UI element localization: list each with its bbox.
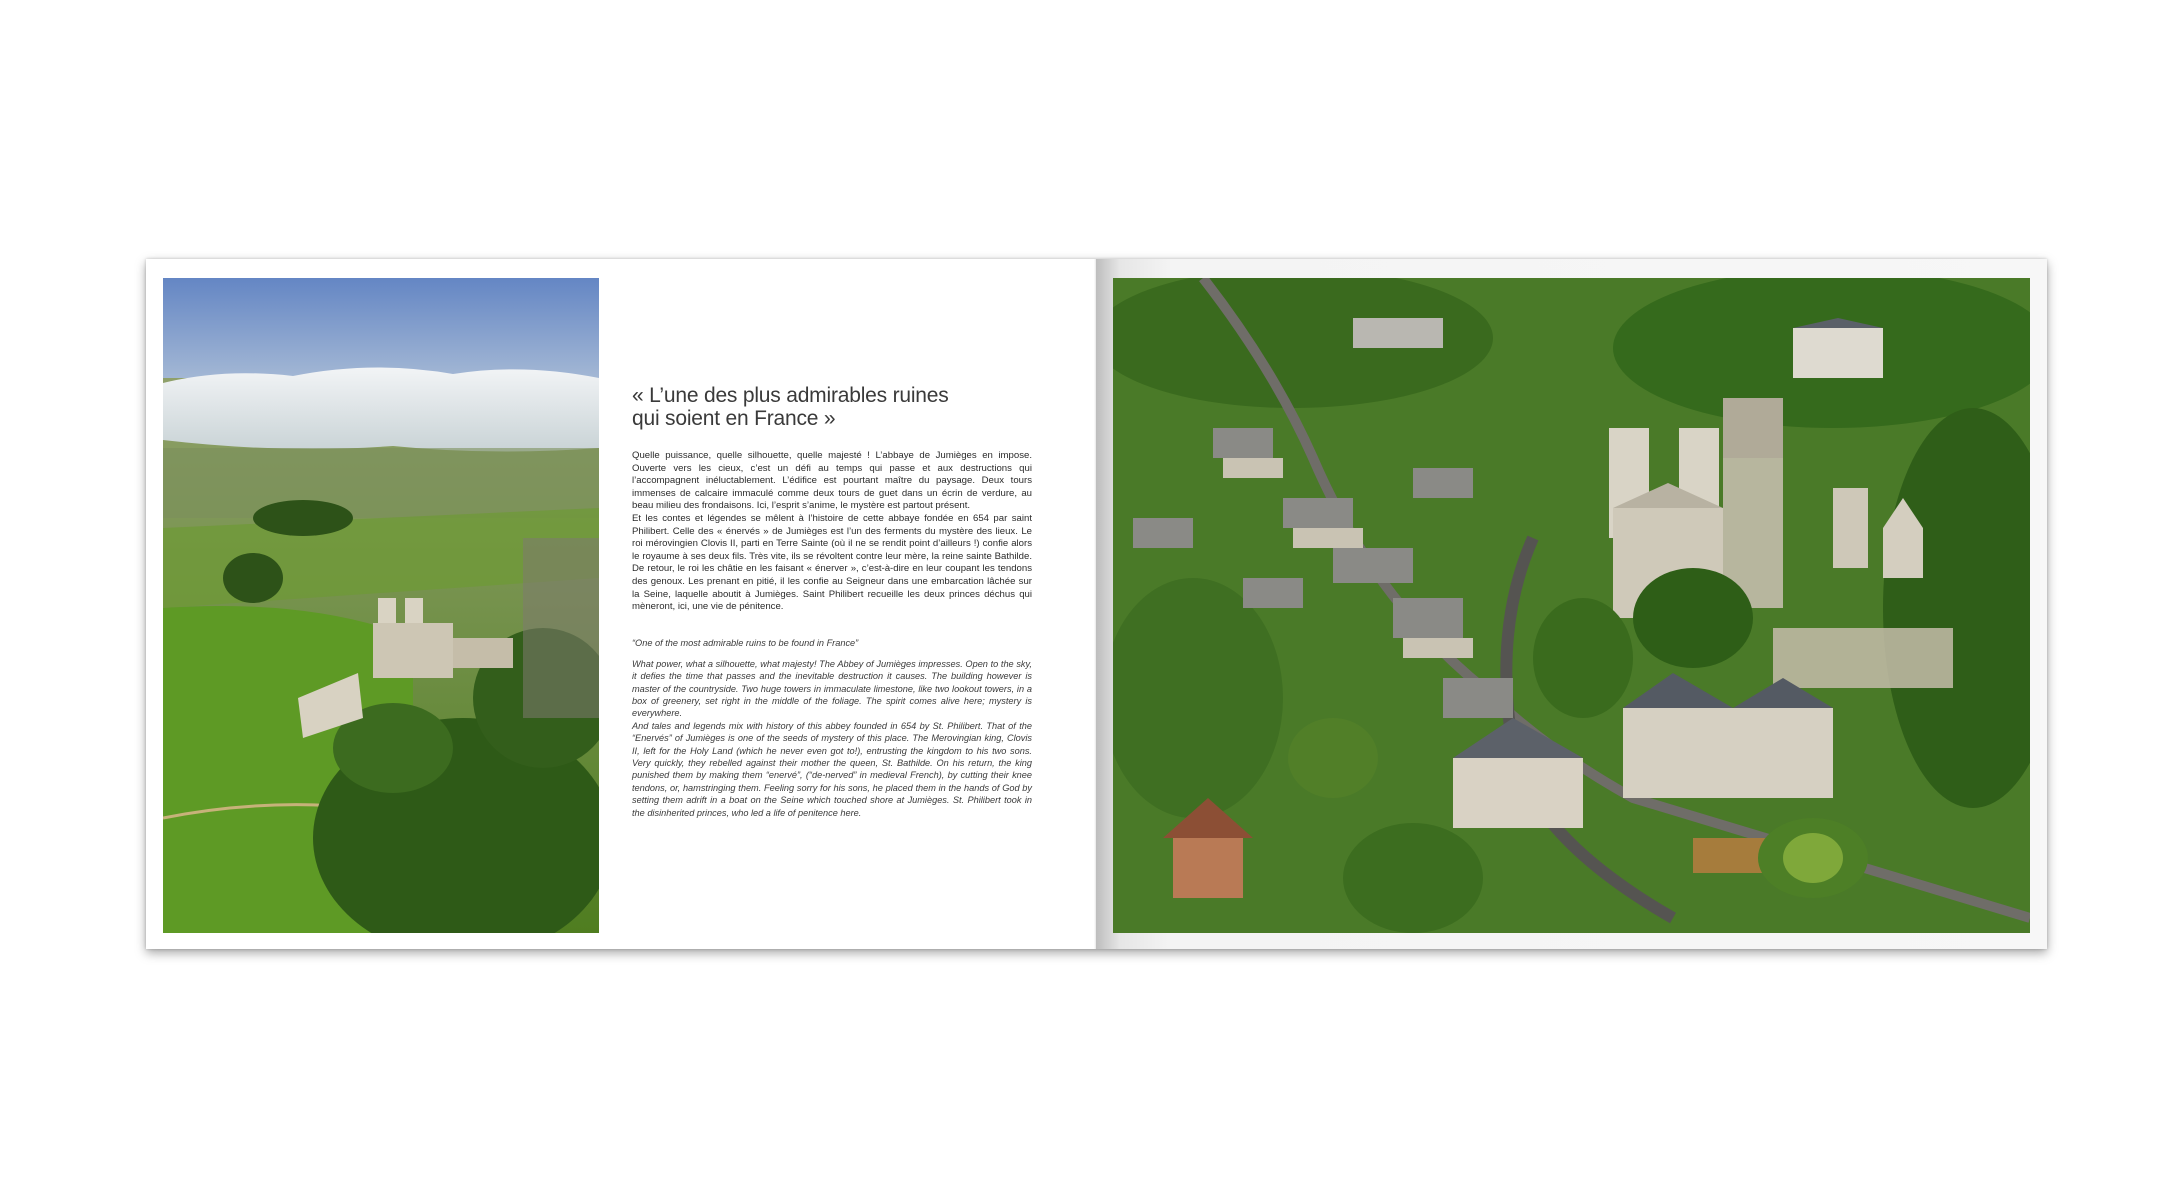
heading-line: qui soient en France »	[632, 407, 836, 430]
french-paragraph: Et les contes et légendes se mêlent à l’histoire de cette abbaye fondée en 654 par saint Philibert. Celle des « énervés » de Jumièges est l’un des ferments du mystère des lieux. Le roi mérovingien Clovis II, parti en Terre Sainte (où il ne se rendit point d’ailleurs !) confie alors le royaume à ses deux fils. Très vite, ils se révoltent contre leur mère, la reine sainte Bathilde. De retour, le roi les châtie en les faisant « énerver », c’est-à-dire en leur coupant les tendons des genoux. Les prenant en pitié, il les confie au Seigneur dans une embarcation lâchée sur la Seine, laquelle aboutit à Jumièges. Saint Philibert recueille les deux princes déchus qui mèneront, ici, une vie de pénitence.	[632, 512, 1032, 613]
right-photo-aerial-abbey-village	[1113, 278, 2030, 933]
book-spread	[146, 259, 2047, 949]
right-page	[1096, 259, 2047, 949]
english-title: “One of the most admirable ruins to be found in France”	[632, 637, 859, 648]
article-heading	[632, 384, 1032, 430]
left-page	[146, 259, 1096, 949]
left-photo-abbey-morning-fog	[163, 278, 599, 933]
english-paragraph: And tales and legends mix with history of this abbey founded in 654 by St. Philibert. That of the “Enervés” of Jumièges is one of the seeds of mystery of this place. The Merovingian king, Clovis II, left for the Holy Land (which he never even got to!), entrusting the kingdom to his two sons. Very quickly, they rebelled against their mother the queen, St. Bathilde. On his return, the king punished them by making them “enervé”, (“de-nerved” in medieval French), by cutting their knee tendons, or, hamstringing them. Feeling sorry for his sons, he placed them in the hands of God by setting them adrift in a boat on the Seine which touched shore at Jumièges. St. Philibert took in the disinherited princes, who led a life of penitence here.	[632, 720, 1032, 818]
article-text-block	[632, 384, 1032, 819]
french-text	[632, 450, 1032, 614]
english-text	[632, 658, 1032, 819]
english-paragraph: What power, what a silhouette, what majesty! The Abbey of Jumièges impresses. Open to the sky, it defies the time that passes and the inevitable destruction it causes. The building however is master of the countryside. Two huge towers in immaculate limestone, like two lookout towers, in a box of greenery, set right in the middle of the foliage. The spirit comes alive here; mystery is everywhere.	[632, 658, 1032, 719]
heading-line: « L’une des plus admirables ruines	[632, 384, 949, 407]
french-paragraph: Quelle puissance, quelle silhouette, quelle majesté ! L’abbaye de Jumièges en impose. Ouverte vers les cieux, c’est un défi au temps qui passe et aux destructions qui l’accompagnent inéluctablement. L’édifice est pourtant maître du paysage. Deux tours immenses de calcaire immaculé comme deux tours de guet dans un écrin de verdure, au beau milieu des frondaisons. Ici, l’esprit s’anime, le mystère est partout présent.	[632, 450, 1032, 512]
